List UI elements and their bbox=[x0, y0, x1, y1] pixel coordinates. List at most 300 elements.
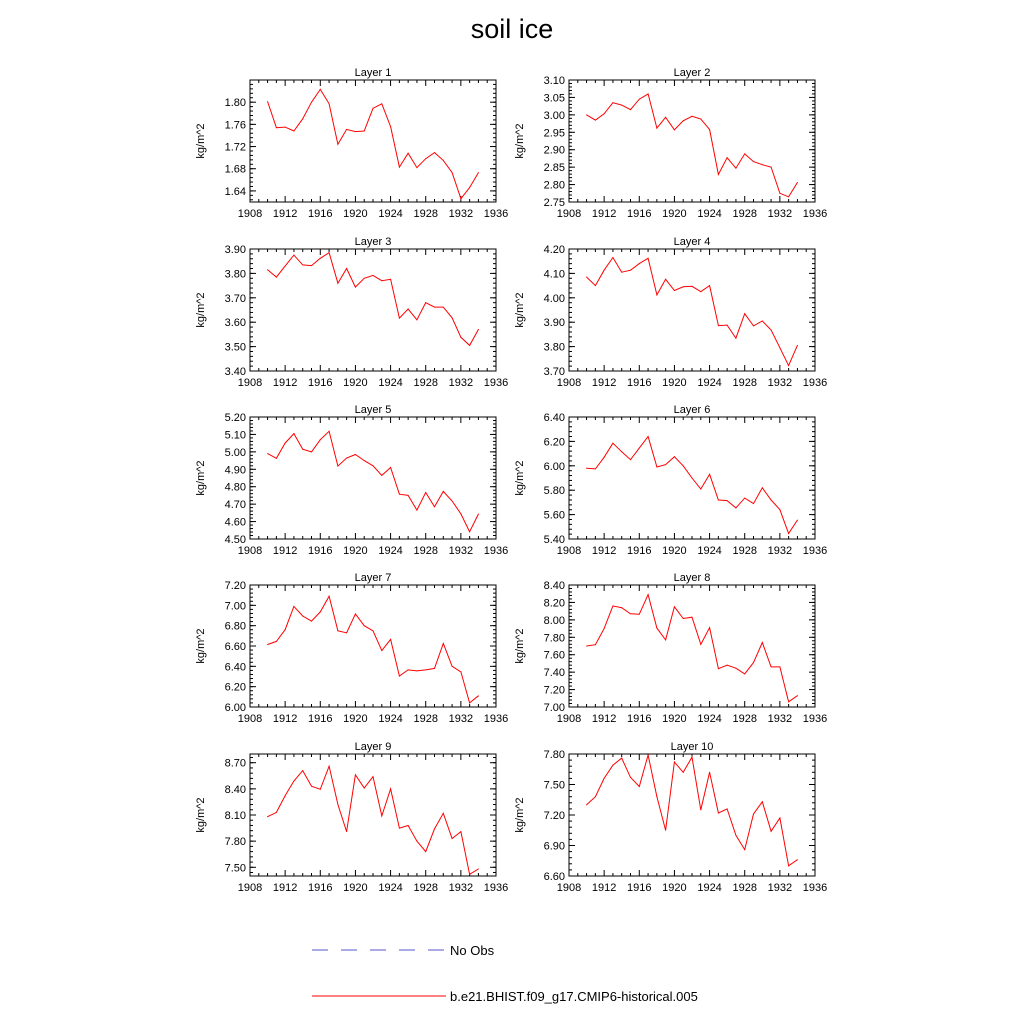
data-point bbox=[744, 313, 745, 314]
y-axis-label: kg/m^2 bbox=[514, 460, 526, 496]
x-tick-label: 1920 bbox=[343, 377, 368, 389]
y-tick-label: 4.50 bbox=[224, 534, 246, 546]
series-line bbox=[268, 596, 479, 703]
y-tick-label: 7.50 bbox=[543, 779, 565, 792]
y-tick-label: 2.95 bbox=[543, 127, 565, 140]
data-point bbox=[478, 869, 479, 870]
data-point bbox=[434, 828, 435, 829]
data-point bbox=[612, 102, 613, 103]
plot-frame bbox=[569, 754, 815, 876]
y-tick-label: 2.75 bbox=[543, 197, 565, 209]
data-point bbox=[735, 835, 736, 836]
data-point bbox=[683, 772, 684, 773]
data-point bbox=[267, 644, 268, 645]
y-tick-label: 3.90 bbox=[224, 244, 246, 256]
x-tick-label: 1932 bbox=[448, 545, 474, 557]
data-point bbox=[469, 531, 470, 532]
data-point bbox=[460, 671, 461, 672]
y-axis-label: kg/m^2 bbox=[195, 123, 207, 159]
data-point bbox=[656, 628, 657, 629]
y-tick-label: 5.80 bbox=[543, 485, 565, 498]
x-tick-label: 1924 bbox=[697, 545, 722, 557]
data-point bbox=[276, 812, 277, 813]
data-point bbox=[320, 611, 321, 612]
data-point bbox=[744, 849, 745, 850]
x-tick-label: 1936 bbox=[802, 208, 828, 220]
y-tick-label: 3.50 bbox=[224, 341, 246, 354]
y-tick-label: 2.85 bbox=[543, 162, 565, 175]
y-tick-label: 7.80 bbox=[224, 836, 246, 849]
data-point bbox=[639, 786, 640, 787]
data-point bbox=[425, 492, 426, 493]
data-point bbox=[320, 89, 321, 90]
data-point bbox=[674, 606, 675, 607]
x-tick-label: 1916 bbox=[627, 545, 652, 557]
data-point bbox=[639, 263, 640, 264]
data-point bbox=[425, 669, 426, 670]
data-point bbox=[656, 128, 657, 129]
data-point bbox=[639, 99, 640, 100]
x-tick-label: 1916 bbox=[308, 208, 333, 220]
x-tick-label: 1920 bbox=[662, 713, 687, 725]
data-point bbox=[709, 129, 710, 130]
x-tick-label: 1928 bbox=[732, 882, 757, 894]
data-point bbox=[674, 129, 675, 130]
data-point bbox=[460, 513, 461, 514]
x-tick-label: 1924 bbox=[378, 377, 403, 389]
data-point bbox=[293, 606, 294, 607]
panel-layer-10 bbox=[514, 741, 827, 894]
data-point bbox=[771, 167, 772, 168]
y-tick-label: 3.70 bbox=[224, 292, 246, 305]
y-axis-label: kg/m^2 bbox=[514, 292, 526, 328]
data-point bbox=[612, 443, 613, 444]
data-point bbox=[311, 451, 312, 452]
data-point bbox=[735, 668, 736, 669]
data-point bbox=[346, 268, 347, 269]
x-tick-label: 1916 bbox=[308, 377, 333, 389]
data-point bbox=[478, 329, 479, 330]
data-point bbox=[753, 325, 754, 326]
x-tick-label: 1928 bbox=[413, 882, 438, 894]
panel-layer-6 bbox=[514, 404, 827, 557]
x-tick-label: 1908 bbox=[556, 545, 582, 557]
data-point bbox=[469, 345, 470, 346]
data-point bbox=[595, 285, 596, 286]
data-point bbox=[452, 501, 453, 502]
x-tick-label: 1932 bbox=[767, 713, 793, 725]
series-line bbox=[587, 258, 798, 366]
x-tick-label: 1916 bbox=[627, 208, 652, 220]
data-point bbox=[779, 193, 780, 194]
x-tick-label: 1912 bbox=[272, 377, 298, 389]
data-point bbox=[718, 668, 719, 669]
data-point bbox=[425, 158, 426, 159]
chart-title: soil ice bbox=[470, 14, 554, 44]
data-point bbox=[443, 307, 444, 308]
data-point bbox=[630, 777, 631, 778]
x-tick-label: 1916 bbox=[627, 882, 652, 894]
data-point bbox=[727, 808, 728, 809]
data-point bbox=[373, 776, 374, 777]
y-tick-label: 1.64 bbox=[224, 185, 246, 198]
data-point bbox=[434, 506, 435, 507]
data-point bbox=[639, 448, 640, 449]
data-point bbox=[630, 459, 631, 460]
data-point bbox=[779, 666, 780, 667]
data-point bbox=[648, 258, 649, 259]
data-point bbox=[399, 494, 400, 495]
data-point bbox=[302, 449, 303, 450]
plot-frame bbox=[250, 249, 496, 371]
data-point bbox=[762, 164, 763, 165]
data-point bbox=[700, 809, 701, 810]
data-point bbox=[346, 457, 347, 458]
data-point bbox=[452, 666, 453, 667]
data-point bbox=[727, 665, 728, 666]
y-tick-label: 7.20 bbox=[543, 810, 565, 822]
x-tick-label: 1916 bbox=[308, 882, 333, 894]
data-point bbox=[656, 796, 657, 797]
data-point bbox=[416, 841, 417, 842]
data-point bbox=[434, 668, 435, 669]
y-tick-label: 7.50 bbox=[224, 862, 246, 875]
data-point bbox=[460, 831, 461, 832]
x-tick-label: 1928 bbox=[732, 377, 757, 389]
data-point bbox=[373, 630, 374, 631]
data-point bbox=[452, 317, 453, 318]
data-point bbox=[276, 127, 277, 128]
data-point bbox=[604, 270, 605, 271]
data-point bbox=[753, 161, 754, 162]
x-tick-label: 1932 bbox=[767, 545, 793, 557]
data-point bbox=[285, 443, 286, 444]
panel-title: Layer 9 bbox=[354, 741, 392, 753]
data-point bbox=[612, 605, 613, 606]
data-point bbox=[478, 172, 479, 173]
y-tick-label: 8.40 bbox=[543, 580, 565, 592]
data-point bbox=[373, 108, 374, 109]
data-point bbox=[665, 639, 666, 640]
y-tick-label: 6.60 bbox=[224, 641, 246, 653]
y-tick-label: 6.20 bbox=[543, 436, 565, 449]
y-tick-label: 7.00 bbox=[224, 600, 246, 613]
data-point bbox=[390, 639, 391, 640]
data-point bbox=[293, 255, 294, 256]
y-tick-label: 4.80 bbox=[224, 481, 246, 494]
data-point bbox=[762, 487, 763, 488]
data-point bbox=[700, 119, 701, 120]
data-point bbox=[460, 198, 461, 199]
panel-layer-1 bbox=[195, 67, 508, 220]
x-tick-label: 1928 bbox=[732, 713, 757, 725]
data-point bbox=[656, 467, 657, 468]
x-tick-label: 1916 bbox=[627, 713, 652, 725]
data-point bbox=[276, 277, 277, 278]
y-tick-label: 7.80 bbox=[543, 749, 565, 761]
x-tick-label: 1908 bbox=[556, 882, 582, 894]
x-tick-label: 1920 bbox=[343, 545, 368, 557]
data-point bbox=[399, 828, 400, 829]
x-tick-label: 1936 bbox=[802, 713, 828, 725]
data-point bbox=[416, 167, 417, 168]
x-tick-label: 1912 bbox=[272, 713, 298, 725]
data-point bbox=[416, 670, 417, 671]
data-point bbox=[285, 629, 286, 630]
data-point bbox=[364, 278, 365, 279]
data-point bbox=[337, 144, 338, 145]
data-point bbox=[346, 831, 347, 832]
data-point bbox=[753, 662, 754, 663]
data-point bbox=[621, 272, 622, 273]
y-tick-label: 3.80 bbox=[224, 268, 246, 281]
x-tick-label: 1920 bbox=[343, 208, 368, 220]
series-line bbox=[587, 94, 798, 197]
data-point bbox=[443, 160, 444, 161]
y-tick-label: 6.00 bbox=[224, 702, 246, 714]
y-tick-label: 8.40 bbox=[224, 783, 246, 796]
y-tick-label: 3.60 bbox=[224, 317, 246, 330]
data-point bbox=[604, 628, 605, 629]
data-point bbox=[390, 467, 391, 468]
y-tick-label: 1.80 bbox=[224, 97, 246, 110]
x-tick-label: 1912 bbox=[272, 882, 298, 894]
panel-title: Layer 2 bbox=[673, 67, 711, 79]
x-tick-label: 1936 bbox=[802, 882, 828, 894]
data-point bbox=[267, 816, 268, 817]
x-tick-label: 1928 bbox=[732, 208, 757, 220]
data-point bbox=[329, 252, 330, 253]
data-point bbox=[293, 131, 294, 132]
x-tick-label: 1932 bbox=[767, 208, 793, 220]
data-point bbox=[478, 695, 479, 696]
data-point bbox=[469, 702, 470, 703]
data-point bbox=[302, 616, 303, 617]
data-point bbox=[630, 109, 631, 110]
data-point bbox=[648, 93, 649, 94]
data-point bbox=[373, 465, 374, 466]
data-point bbox=[408, 153, 409, 154]
y-tick-label: 3.80 bbox=[543, 341, 565, 354]
x-tick-label: 1924 bbox=[378, 882, 403, 894]
y-tick-label: 3.10 bbox=[543, 75, 565, 87]
panel-layer-7 bbox=[195, 572, 508, 725]
x-tick-label: 1908 bbox=[556, 208, 582, 220]
x-tick-label: 1908 bbox=[237, 882, 263, 894]
y-tick-label: 1.68 bbox=[224, 163, 246, 176]
data-point bbox=[434, 307, 435, 308]
data-point bbox=[683, 286, 684, 287]
y-tick-label: 4.10 bbox=[543, 268, 565, 281]
data-point bbox=[302, 118, 303, 119]
data-point bbox=[779, 347, 780, 348]
x-tick-label: 1924 bbox=[378, 713, 403, 725]
x-tick-label: 1924 bbox=[378, 545, 403, 557]
panel-title: Layer 6 bbox=[673, 404, 711, 416]
data-point bbox=[753, 813, 754, 814]
data-point bbox=[621, 105, 622, 106]
data-point bbox=[329, 103, 330, 104]
y-tick-label: 1.72 bbox=[224, 141, 246, 154]
x-tick-label: 1908 bbox=[237, 377, 263, 389]
y-tick-label: 7.00 bbox=[543, 702, 565, 714]
data-point bbox=[621, 758, 622, 759]
y-tick-label: 6.40 bbox=[224, 661, 246, 674]
data-point bbox=[381, 650, 382, 651]
data-point bbox=[595, 796, 596, 797]
data-point bbox=[285, 127, 286, 128]
y-tick-label: 5.00 bbox=[224, 446, 246, 459]
data-point bbox=[293, 781, 294, 782]
y-tick-label: 8.10 bbox=[224, 810, 246, 822]
x-tick-label: 1920 bbox=[343, 713, 368, 725]
y-tick-label: 4.00 bbox=[543, 292, 565, 305]
data-point bbox=[443, 813, 444, 814]
x-tick-label: 1936 bbox=[802, 377, 828, 389]
data-point bbox=[329, 431, 330, 432]
data-point bbox=[478, 514, 479, 515]
data-point bbox=[586, 468, 587, 469]
data-point bbox=[797, 695, 798, 696]
y-tick-label: 5.60 bbox=[543, 509, 565, 522]
x-tick-label: 1908 bbox=[556, 377, 582, 389]
data-point bbox=[604, 778, 605, 779]
data-point bbox=[762, 642, 763, 643]
y-tick-label: 1.76 bbox=[224, 119, 246, 132]
x-tick-label: 1928 bbox=[413, 377, 438, 389]
x-tick-label: 1932 bbox=[767, 377, 793, 389]
y-axis-label: kg/m^2 bbox=[195, 292, 207, 328]
data-point bbox=[311, 621, 312, 622]
data-point bbox=[443, 643, 444, 644]
x-tick-label: 1912 bbox=[591, 882, 617, 894]
data-point bbox=[788, 865, 789, 866]
legend-label-model: b.e21.BHIST.f09_g17.CMIP6-historical.005 bbox=[450, 989, 698, 1004]
data-point bbox=[753, 503, 754, 504]
data-point bbox=[771, 330, 772, 331]
data-point bbox=[674, 762, 675, 763]
plot-frame bbox=[569, 80, 815, 202]
x-tick-label: 1928 bbox=[413, 713, 438, 725]
data-point bbox=[779, 818, 780, 819]
data-point bbox=[735, 338, 736, 339]
y-axis-label: kg/m^2 bbox=[195, 460, 207, 496]
x-tick-label: 1924 bbox=[697, 208, 722, 220]
data-point bbox=[788, 365, 789, 366]
data-point bbox=[727, 325, 728, 326]
legend-label-no-obs: No Obs bbox=[450, 943, 495, 958]
data-point bbox=[692, 286, 693, 287]
data-point bbox=[692, 478, 693, 479]
x-tick-label: 1912 bbox=[272, 208, 298, 220]
data-point bbox=[311, 265, 312, 266]
panel-layer-5 bbox=[195, 404, 508, 557]
panel-title: Layer 8 bbox=[673, 572, 711, 584]
data-point bbox=[302, 264, 303, 265]
data-point bbox=[630, 613, 631, 614]
data-point bbox=[381, 475, 382, 476]
data-point bbox=[381, 815, 382, 816]
data-point bbox=[595, 468, 596, 469]
x-tick-label: 1924 bbox=[697, 713, 722, 725]
data-point bbox=[460, 337, 461, 338]
data-point bbox=[744, 153, 745, 154]
y-tick-label: 8.20 bbox=[543, 597, 565, 610]
x-tick-label: 1924 bbox=[697, 377, 722, 389]
y-tick-label: 6.00 bbox=[543, 460, 565, 473]
data-point bbox=[621, 607, 622, 608]
x-tick-label: 1920 bbox=[662, 882, 687, 894]
data-point bbox=[337, 283, 338, 284]
panel-title: Layer 4 bbox=[673, 236, 711, 248]
y-axis-label: kg/m^2 bbox=[195, 628, 207, 664]
x-tick-label: 1932 bbox=[767, 882, 793, 894]
y-tick-label: 5.40 bbox=[543, 534, 565, 546]
x-tick-label: 1928 bbox=[732, 545, 757, 557]
data-point bbox=[267, 453, 268, 454]
x-tick-label: 1924 bbox=[378, 208, 403, 220]
data-point bbox=[604, 457, 605, 458]
data-point bbox=[320, 258, 321, 259]
data-point bbox=[797, 859, 798, 860]
data-point bbox=[390, 788, 391, 789]
data-point bbox=[337, 804, 338, 805]
data-point bbox=[779, 509, 780, 510]
y-tick-label: 7.20 bbox=[543, 684, 565, 697]
y-tick-label: 3.40 bbox=[224, 366, 246, 378]
data-point bbox=[709, 285, 710, 286]
data-point bbox=[267, 101, 268, 102]
y-tick-label: 6.60 bbox=[543, 871, 565, 883]
data-point bbox=[399, 675, 400, 676]
data-point bbox=[276, 641, 277, 642]
series-line bbox=[268, 766, 479, 874]
x-tick-label: 1928 bbox=[413, 545, 438, 557]
y-tick-label: 3.00 bbox=[543, 109, 565, 122]
data-point bbox=[665, 464, 666, 465]
x-tick-label: 1912 bbox=[591, 545, 617, 557]
data-point bbox=[337, 630, 338, 631]
series-line bbox=[268, 89, 479, 198]
data-point bbox=[709, 474, 710, 475]
data-point bbox=[399, 167, 400, 168]
data-point bbox=[692, 757, 693, 758]
data-point bbox=[320, 789, 321, 790]
y-tick-label: 3.70 bbox=[543, 366, 565, 378]
data-point bbox=[648, 436, 649, 437]
x-tick-label: 1920 bbox=[343, 882, 368, 894]
panel-title: Layer 7 bbox=[354, 572, 392, 584]
y-tick-label: 6.80 bbox=[224, 620, 246, 633]
data-point bbox=[355, 774, 356, 775]
x-tick-label: 1932 bbox=[448, 882, 474, 894]
plot-frame bbox=[569, 585, 815, 707]
y-tick-label: 7.80 bbox=[543, 632, 565, 645]
x-tick-label: 1936 bbox=[483, 713, 509, 725]
data-point bbox=[355, 287, 356, 288]
data-point bbox=[443, 491, 444, 492]
data-point bbox=[595, 120, 596, 121]
data-point bbox=[648, 594, 649, 595]
data-point bbox=[771, 499, 772, 500]
data-point bbox=[797, 520, 798, 521]
data-point bbox=[399, 318, 400, 319]
data-point bbox=[285, 795, 286, 796]
x-tick-label: 1912 bbox=[591, 377, 617, 389]
panel-layer-4 bbox=[514, 236, 827, 389]
data-point bbox=[416, 319, 417, 320]
data-point bbox=[586, 114, 587, 115]
